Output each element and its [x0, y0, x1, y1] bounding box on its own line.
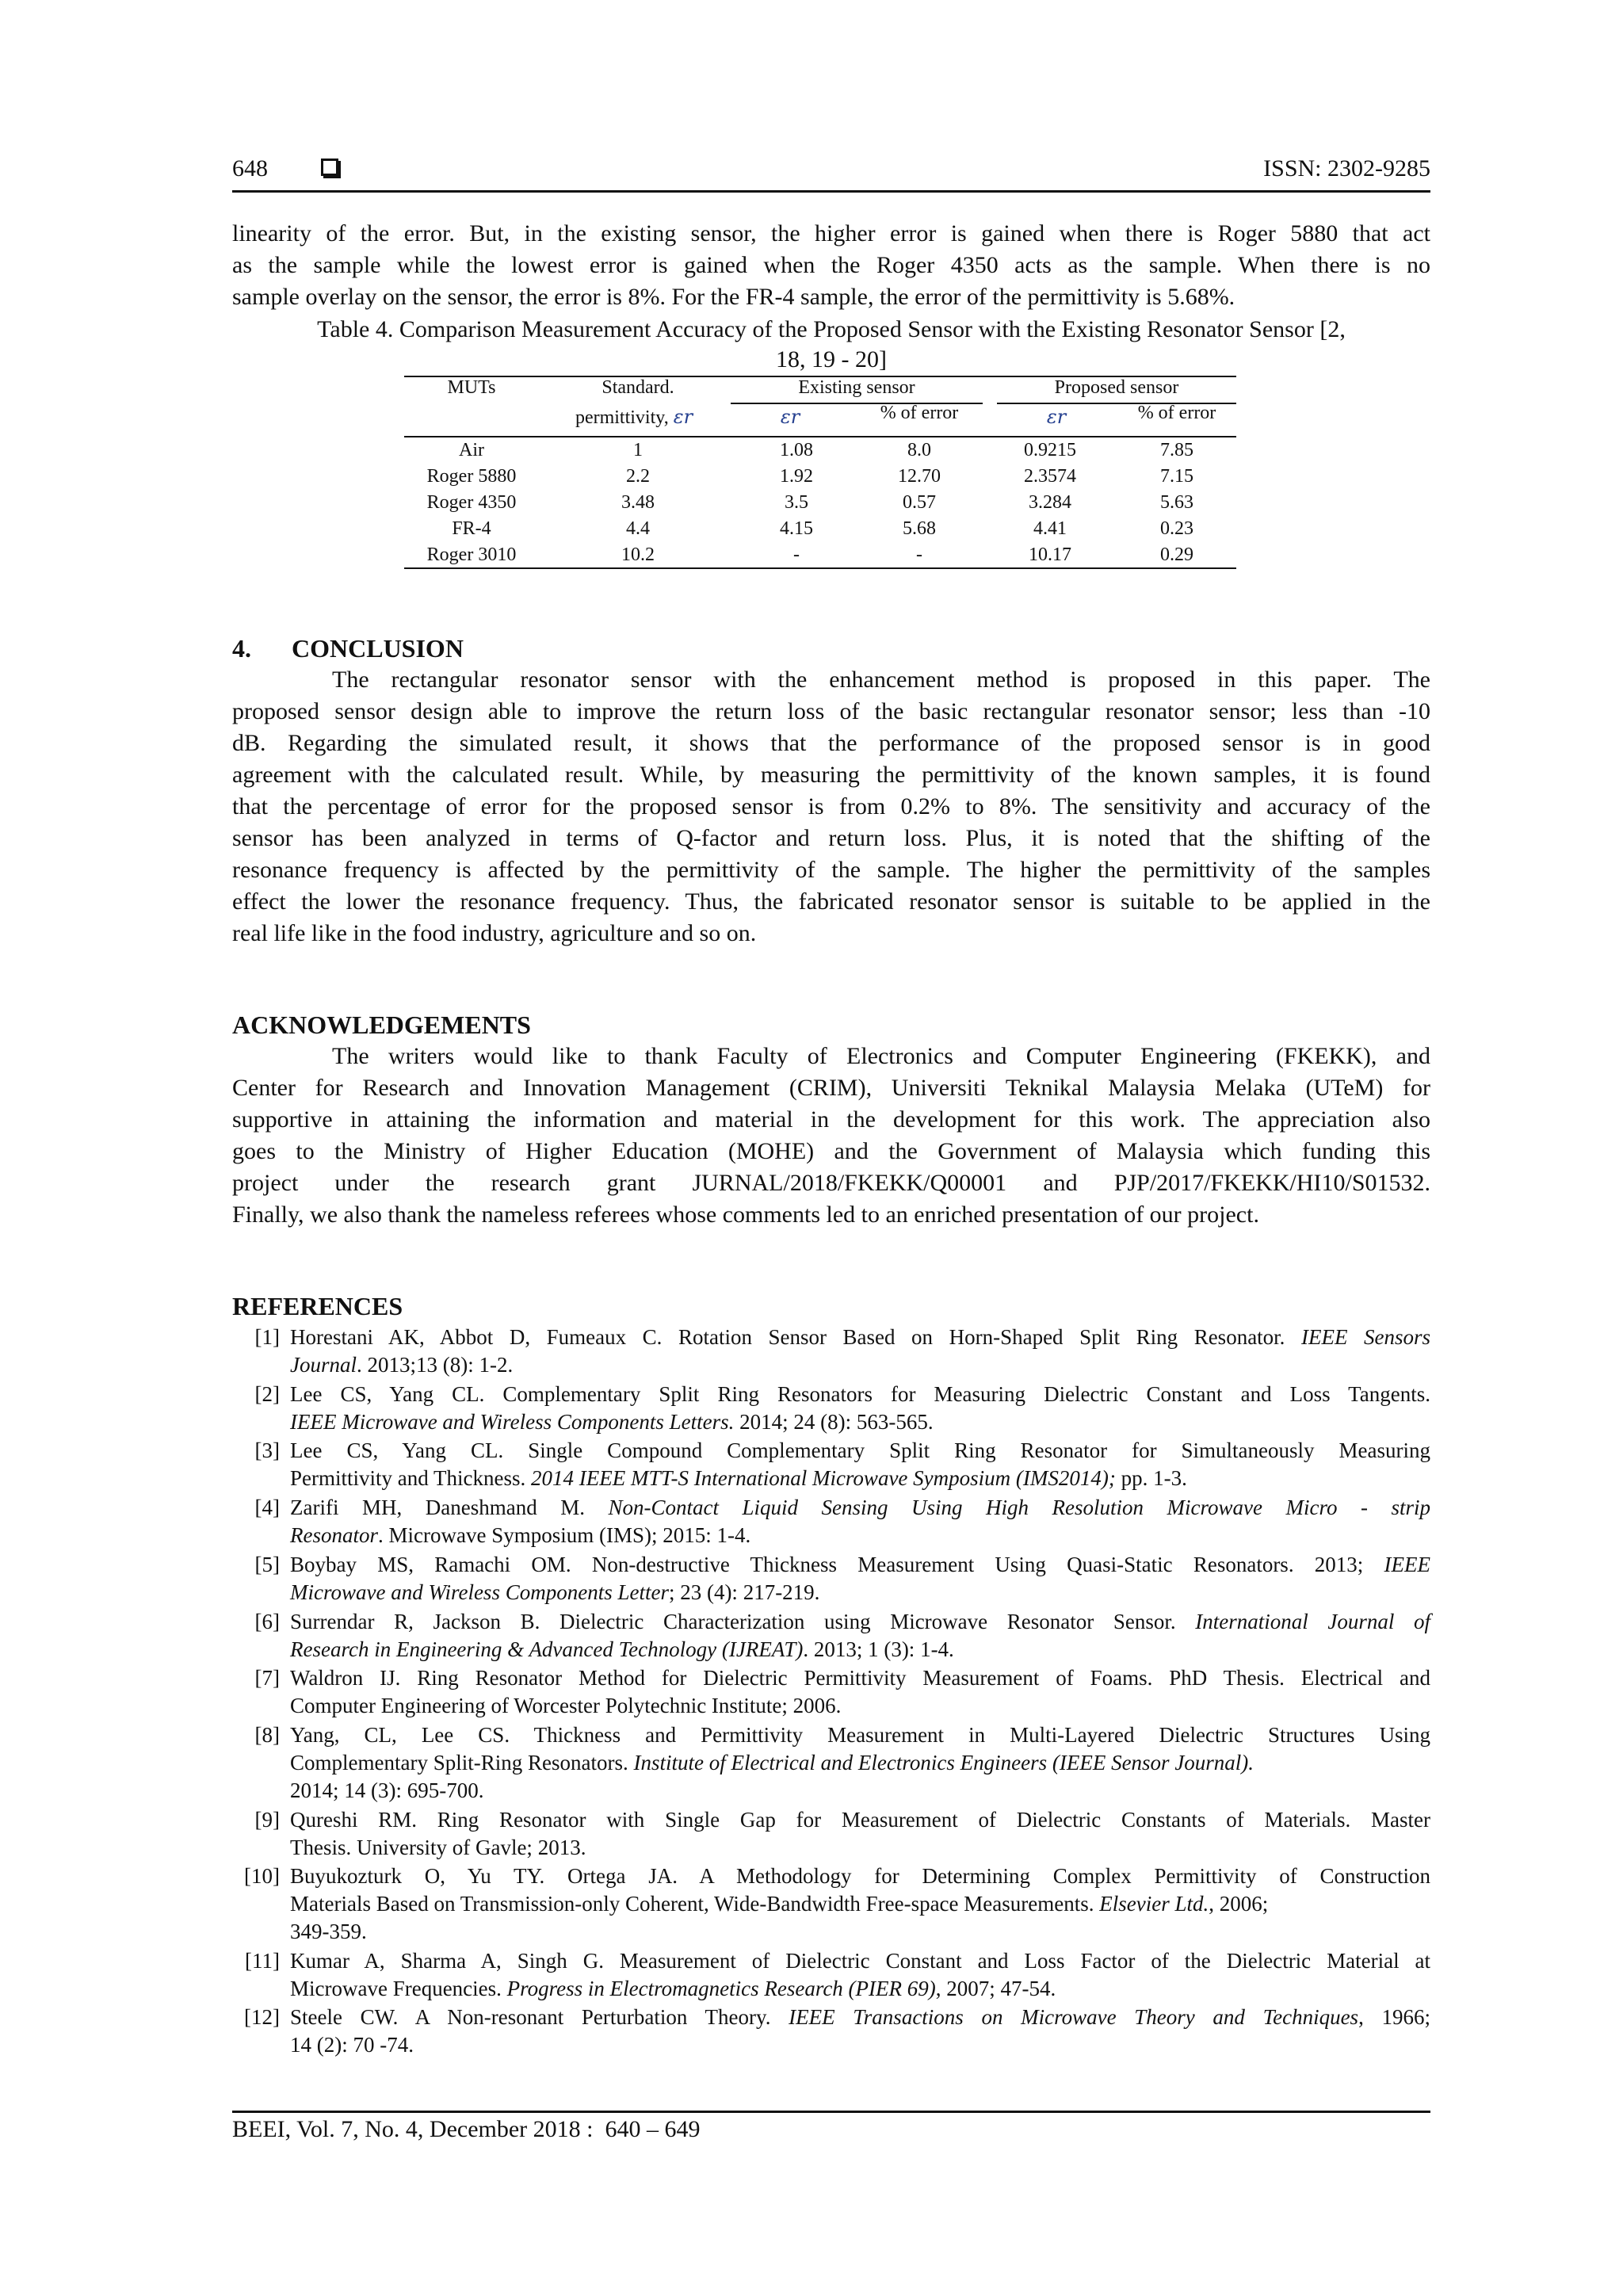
reference-number: [3] [254, 1438, 280, 1462]
table-cell: 3.284 [1029, 492, 1071, 513]
section-number: 4. [232, 634, 251, 663]
page-number: 648 [232, 155, 268, 181]
text-line: The writers would like to thank Faculty of Electronics and Computer Engineering (FKEKK), and [332, 1043, 1430, 1069]
footer-rule [232, 2111, 1430, 2113]
permittivity-label: permittivity, [575, 407, 669, 428]
table-cell: 10.17 [1029, 544, 1071, 565]
table-cell: 3.5 [785, 492, 808, 513]
text-line: as the sample while the lowest error is gained when the Roger 4350 acts as the sample. When there is no [232, 252, 1430, 278]
text-line: sample overlay on the sensor, the error is 8%. For the FR-4 sample, the error of the permittivity is 5.68%. [232, 284, 1235, 310]
col-head-permittivity [523, 406, 745, 429]
reference-text: Waldron IJ. Ring Resonator Method for Dielectric Permittivity Measurement of Foams. PhD Thesis. Electrical and [290, 1666, 1430, 1690]
reference-title: Non-Contact Liquid Sensing Using High Resolution Microwave Micro - strip [608, 1496, 1430, 1519]
text-line: resonance frequency is affected by the permittivity of the sample. The higher the permittivity of the samples [232, 857, 1430, 883]
reference-venue: International Journal of [1195, 1610, 1431, 1633]
reference-venue: 2014 IEEE MTT-S International Microwave Symposium (IMS2014); [530, 1466, 1116, 1490]
table-cell: Air [459, 440, 484, 460]
table-cell: 0.57 [903, 492, 936, 513]
col-head-existing: Existing sensor [798, 377, 915, 398]
epsilon-symbol: εr [780, 406, 800, 428]
reference-venue: IEEE [1384, 1553, 1430, 1576]
table-cell: 4.41 [1033, 518, 1067, 539]
reference-text: Steele CW. A Non-resonant Perturbation Theory. [290, 2005, 789, 2029]
reference-venue: Institute of Electrical and Electronics Engineers (IEEE Sensor Journal). [633, 1751, 1254, 1775]
reference-venue: IEEE Microwave and Wireless Components Letters. [290, 1410, 735, 1434]
reference-text: Qureshi RM. Ring Resonator with Single Gap for Measurement of Dielectric Constants of Materials. Master [290, 1808, 1430, 1832]
reference-venue: Journal [290, 1353, 357, 1377]
caption-line: 18, 19 - 20] [776, 346, 887, 372]
reference-number: [9] [254, 1808, 280, 1832]
reference-venue: Elsevier Ltd. [1099, 1892, 1209, 1916]
col-head-standard: Standard. [601, 377, 674, 398]
reference-text: 2014; 24 (8): 563-565. [734, 1410, 934, 1434]
conclusion-paragraph [232, 664, 1430, 949]
reference-venue: Research in Engineering & Advanced Technology (IJREAT) [290, 1637, 804, 1661]
table-cell: 4.15 [780, 518, 813, 539]
text-line: sensor has been analyzed in terms of Q-factor and return loss. Plus, it is noted that the shifting of the [232, 825, 1430, 851]
reference-text: Complementary Split-Ring Resonators. [290, 1751, 634, 1775]
table-cell: Roger 4350 [426, 492, 517, 513]
reference-text: . Microwave Symposium (IMS); 2015: 1-4. [378, 1523, 751, 1547]
reference-text: ; 23 (4): 217-219. [668, 1580, 820, 1604]
text-line: goes to the Ministry of Higher Education (MOHE) and the Government of Malaysia which funding this [232, 1138, 1430, 1164]
table-cell: 10.2 [621, 544, 655, 565]
issn: ISSN: 2302-9285 [1263, 155, 1430, 181]
intro-paragraph [232, 218, 1430, 313]
reference-number: [4] [254, 1496, 280, 1519]
reference-text: Yang, CL, Lee CS. Thickness and Permittivity Measurement in Multi-Layered Dielectric Structures Using [290, 1723, 1430, 1747]
reference-text: Zarifi MH, Daneshmand M. [290, 1496, 609, 1519]
table-cell: 1.08 [780, 440, 813, 460]
reference-number: [12] [244, 2005, 280, 2029]
text-line: dB. Regarding the simulated result, it shows that the performance of the proposed sensor is in good [232, 730, 1430, 756]
reference-venue: Progress in Electromagnetics Research (PIER 69) [506, 1977, 936, 2000]
reference-number: [8] [254, 1723, 280, 1747]
caption-line: Table 4. Comparison Measurement Accuracy of the Proposed Sensor with the Existing Resonator Sensor [2, [317, 316, 1346, 342]
reference-number: [2] [254, 1382, 280, 1406]
table-cell: 7.15 [1160, 466, 1193, 487]
table-row [404, 542, 1236, 568]
reference-text: Horestani AK, Abbot D, Fumeaux C. Rotation Sensor Based on Horn-Shaped Split Ring Resonator. [290, 1325, 1301, 1349]
reference-number: [7] [254, 1666, 280, 1690]
reference-text: Permittivity and Thickness. [290, 1466, 531, 1490]
reference-text: 14 (2): 70 -74. [290, 2033, 414, 2057]
table-row [404, 490, 1236, 516]
text-line: Finally, we also thank the nameless referees whose comments led to an enriched presentation of our project. [232, 1201, 1259, 1228]
conclusion-heading [232, 634, 464, 663]
reference-text: Lee CS, Yang CL. Single Compound Complementary Split Ring Resonator for Simultaneously Measuring [290, 1438, 1430, 1462]
table-cell: Roger 5880 [426, 466, 517, 487]
table-cell: 2.2 [626, 466, 650, 487]
table-cell: - [793, 544, 800, 565]
acknowledgements-heading: ACKNOWLEDGEMENTS [232, 1010, 531, 1039]
reference-text: 2014; 14 (3): 695-700. [290, 1778, 484, 1802]
reference-venue: IEEE Sensors [1300, 1325, 1430, 1349]
epsilon-symbol: εr [673, 406, 693, 428]
reference-number: [6] [254, 1610, 280, 1633]
references-heading: REFERENCES [232, 1292, 403, 1320]
table-cell: FR-4 [452, 518, 491, 539]
table-caption [232, 315, 1430, 375]
col-head-proposed: Proposed sensor [1054, 377, 1179, 398]
table-cell: - [916, 544, 922, 565]
reference-text: Microwave Frequencies. [290, 1977, 507, 2000]
reference-text: , 2006; [1209, 1892, 1269, 1916]
text-line: linearity of the error. But, in the existing sensor, the higher error is gained when there is Roger 5880 that act [232, 220, 1430, 246]
table-cell: 12.70 [898, 466, 941, 487]
acknowledgements-paragraph [232, 1041, 1430, 1231]
table-body [404, 437, 1236, 568]
table-cell: 0.9215 [1024, 440, 1076, 460]
reference-text: . 2013;13 (8): 1-2. [357, 1353, 514, 1377]
reference-number: [10] [244, 1864, 280, 1888]
reference-text: Buyukozturk O, Yu TY. Ortega JA. A Methodology for Determining Complex Permittivity of Construction [290, 1864, 1430, 1888]
table-cell: 7.85 [1160, 440, 1193, 460]
reference-text: , 1966; [1358, 2005, 1430, 2029]
reference-number: [5] [254, 1553, 280, 1576]
text-line: real life like in the food industry, agriculture and so on. [232, 920, 757, 946]
table-cell: 0.23 [1160, 518, 1193, 539]
table-cell: 5.68 [903, 518, 936, 539]
reference-number: [11] [245, 1949, 280, 1973]
reference-text: . 2013; 1 (3): 1-4. [803, 1637, 954, 1661]
reference-text: Lee CS, Yang CL. Complementary Split Ring Resonators for Measuring Dielectric Constant and Loss Tangents. [290, 1382, 1430, 1406]
table-cell: 3.48 [621, 492, 655, 513]
table-cell: 1.92 [780, 466, 813, 487]
square-bullet-icon [321, 159, 338, 176]
footer-citation: BEEI, Vol. 7, No. 4, December 2018 : 640 – 649 [232, 2116, 701, 2142]
text-line: Center for Research and Innovation Management (CRIM), Universiti Teknikal Malaysia Melaka (UTeM) for [232, 1075, 1430, 1101]
reference-text: Computer Engineering of Worcester Polytechnic Institute; 2006. [290, 1694, 842, 1717]
table-cell: 4.4 [626, 518, 650, 539]
reference-text: Thesis. University of Gavle; 2013. [290, 1836, 586, 1859]
reference-text: Surrendar R, Jackson B. Dielectric Characterization using Microwave Resonator Sensor. [290, 1610, 1196, 1633]
page-header [232, 155, 1430, 195]
text-line: The rectangular resonator sensor with the enhancement method is proposed in this paper. The [332, 667, 1430, 693]
table-cell: 1 [633, 440, 643, 460]
reference-number: [1] [254, 1325, 280, 1349]
text-line: effect the lower the resonance frequency. Thus, the fabricated resonator sensor is suitable to be applied in the [232, 888, 1430, 915]
text-line: that the percentage of error for the proposed sensor is from 0.2% to 8%. The sensitivity and accuracy of the [232, 793, 1430, 819]
header-rule [232, 190, 1430, 193]
reference-title: Resonator [290, 1523, 378, 1547]
table-row [404, 437, 1236, 464]
text-line: project under the research grant JURNAL/2018/FKEKK/Q00001 and PJP/2017/FKEKK/HI10/S01532. [232, 1170, 1430, 1196]
table-cell: 0.29 [1160, 544, 1193, 565]
reference-text: 349-359. [290, 1920, 367, 1943]
col-head-error: % of error [880, 403, 959, 423]
reference-venue: Microwave and Wireless Components Letter [290, 1580, 669, 1604]
reference-text: Boybay MS, Ramachi OM. Non-destructive Thickness Measurement Using Quasi-Static Resonators. 2013; [290, 1553, 1384, 1576]
reference-text: Kumar A, Sharma A, Singh G. Measurement of Dielectric Constant and Loss Factor of the Dielectric Material at [290, 1949, 1430, 1973]
col-head-error: % of error [1137, 403, 1216, 423]
epsilon-symbol: εr [1046, 406, 1067, 428]
table-cell: 5.63 [1160, 492, 1193, 513]
table-row [404, 516, 1236, 542]
table-row [404, 464, 1236, 490]
text-line: agreement with the calculated result. While, by measuring the permittivity of the known samples, it is found [232, 762, 1430, 788]
reference-venue: IEEE Transactions on Microwave Theory and Techniques [789, 2005, 1359, 2029]
col-head-muts: MUTs [447, 377, 496, 398]
table-cell: 2.3574 [1024, 466, 1076, 487]
reference-text: Materials Based on Transmission-only Coherent, Wide-Bandwidth Free-space Measurements. [290, 1892, 1100, 1916]
table-cell: 8.0 [907, 440, 931, 460]
text-line: supportive in attaining the information and material in the development for this work. The appreciation also [232, 1106, 1430, 1133]
text-line: proposed sensor design able to improve the return loss of the basic rectangular resonator sensor; less than -10 [232, 698, 1430, 724]
reference-text: pp. 1-3. [1115, 1466, 1187, 1490]
table-cell: Roger 3010 [426, 544, 517, 565]
reference-text: , 2007; 47-54. [935, 1977, 1056, 2000]
section-title: CONCLUSION [292, 634, 464, 663]
